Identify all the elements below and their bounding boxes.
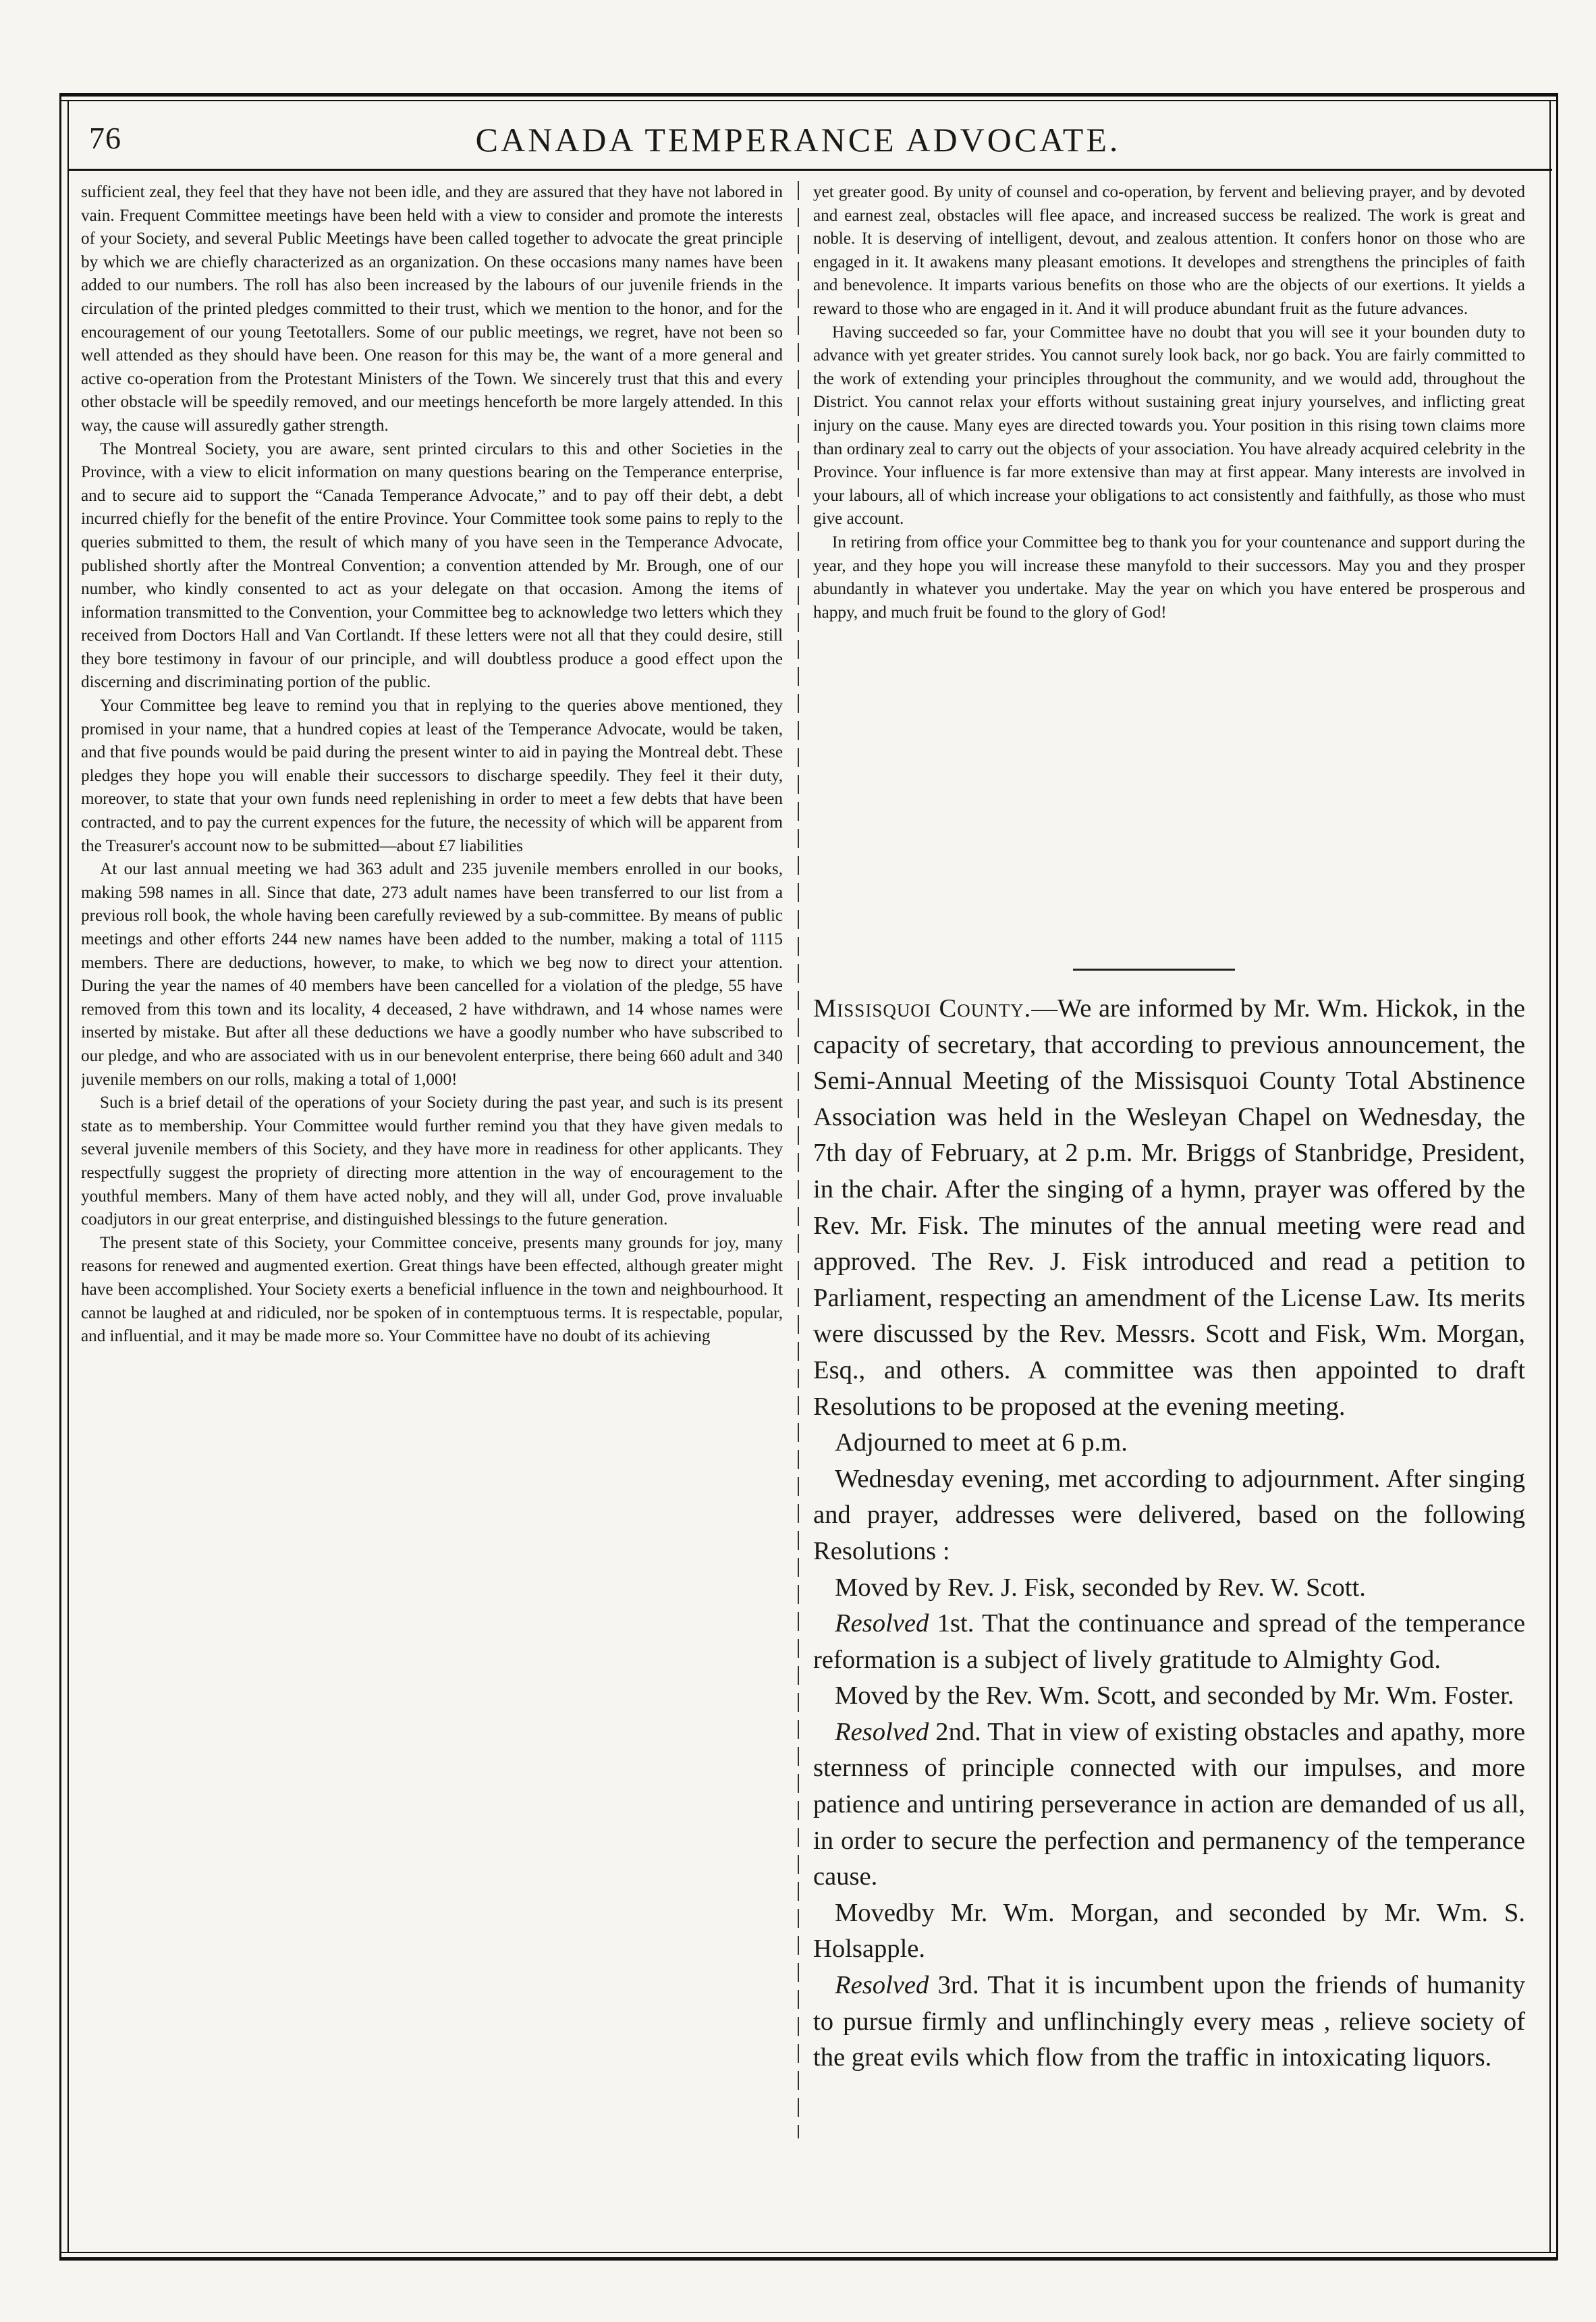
membership-paragraph: At our last annual meeting we had 363 adult and 235 juvenile members enrolled in our books, making 598 names in all. Since that date, 273 adult names have been transferred to our list from a previous roll book, the whole having been carefully reviewed by a sub-committee. By means of public meetings and other efforts 244 new names have been added to the number, making a total of 1115 members. There are deductions, however, to make, to which we beg now to direct your attention. During the year the names of 40 members have been cancelled for a violation of the pledge, 55 have removed from this town and its locality, 4 deceased, 2 have withdrawn, and 14 whose names were inserted by mistake. But after all these deductions we have a goodly number who have subscribed to our pledge, and who are associated with us in our benevolent enterprise, there being 660 adult and 340 juvenile members on our rolls, making a total of 1,000! — [81, 860, 783, 1089]
header-rule — [67, 169, 1552, 171]
missisquoi-report-text: —We are informed by Mr. Wm. Hickok, in the capacity of secretary, that according to previous announcement, the Semi-Annual Meeting of the Missisquoi County Total Abstinence Association was held in the Wesleyan Chapel on Wednesday, the 7th day of February, at 2 p.m. Mr. Briggs of Stanbridge, President, in the chair. After the singing of a hymn, prayer was offered by the Rev. Mr. Fisk. The minutes of the annual meeting were read and approved. The Rev. J. Fisk introduced and read a petition to Parliament, respecting an amendment of the License Law. Its merits were discussed by the Rev. Messrs. Scott and Fisk, Wm. Morgan, Esq., and others. A committee was then appointed to draft Resolutions to be proposed at the evening meeting. — [813, 994, 1525, 1421]
present-state-paragraph: The present state of this Society, your Committee conceive, presents many grounds for joy, many reasons for renewed and augmented exertion. Great things have been effected, although greater might have been accomplished. Your Society exerts a beneficial influence in the town and neighbourhood. It cannot be laughed at and ridiculed, nor be spoken of in contemptuous terms. It is respectable, popular, and influential, and it may be made more so. Your Committee have no doubt of its achieving — [81, 1233, 783, 1346]
right-border-outer — [1556, 93, 1558, 2260]
motion-2-line: Moved by the Rev. Wm. Scott, and seconded by Mr. Wm. Foster. — [835, 1681, 1514, 1710]
montreal-society-paragraph: The Montreal Society, you are aware, sent printed circulars to this and other Societies in the Province, with a view to elicit information on many questions bearing on the Temperance enterprise, and to secure aid to support the “Canada Temperance Advocate,” and to pay off their debt, a debt incurred chiefly for the benefit of the entire Province. Your Committee took some pains to reply to the queries submitted to them, the result of which many of you have seen in the Temperance Advocate, published shortly after the Montreal Convention; a convention attended by Mr. Brough, one of our number, who kindly consented to act as your delegate on that occasion. Among the items of information transmitted to the Convention, your Committee beg to acknowledge two letters which they received from Doctors Hall and Van Cortlandt. If these letters were not all that they could desire, still they bore testimony in favour of our principle, and will doubtless produce a good effect upon the discerning and discriminating portion of the public. — [81, 439, 783, 692]
retiring-paragraph: In retiring from office your Committee beg to thank you for your countenance and support during the year, and they hope you will increase these manyfold to their successors. May you and they prosper abundantly in whatever you undertake. May the year on which you have entered be prosperous and happy, and much fruit be found to the glory of God! — [813, 533, 1525, 622]
resolution-1 — [813, 1606, 1525, 1678]
resolution-3-text: 3rd. That it is incumbent upon the friends of humanity to pursue firmly and unflinchingly every meas , relieve society of the great evils which flow from the traffic in intoxicating liquors. — [813, 1971, 1525, 2072]
resolution-3 — [813, 1968, 1525, 2076]
evening-meeting-paragraph: Wednesday evening, met according to adjournment. After singing and prayer, addresses were delivered, based on the following Resolutions : — [813, 1464, 1525, 1565]
motion-3-line: Movedby Mr. Wm. Morgan, and seconded by Mr. Wm. S. Holsapple. — [813, 1898, 1525, 1964]
resolution-1-text: 1st. That the continuance and spread of the temperance reformation is a subject of lively gratitude to Almighty God. — [813, 1609, 1525, 1674]
left-border-outer — [59, 93, 61, 2260]
left-border-inner — [67, 100, 69, 2253]
motion-1-line: Moved by Rev. J. Fisk, seconded by Rev. W. Scott. — [835, 1573, 1366, 1602]
column-divider — [798, 181, 799, 2138]
section-heading: Missisquoi County. — [813, 994, 1032, 1023]
top-rule-thin — [59, 100, 1558, 101]
section-separator — [1073, 969, 1235, 971]
operations-detail-paragraph: Such is a brief detail of the operations of your Society during the past year, and such is its present state as to membership. Your Committee would further remind you that they have given medals to several juvenile members of this Society, and they have more in readiness for other applicants. They respectfully suggest the propriety of directing more attention in the way of encouragement to the youthful members. Many of them have acted nobly, and they will all, under God, prove invaluable coadjutors in our great enterprise, and distinguished blessings to the future generation. — [81, 1094, 783, 1229]
resolved-label: Resolved — [835, 1609, 929, 1638]
adjourned-line: Adjourned to meet at 6 p.m. — [835, 1428, 1128, 1457]
right-border-inner — [1549, 100, 1551, 2253]
resolution-2 — [813, 1714, 1525, 1895]
resolved-label: Resolved — [835, 1717, 929, 1746]
greater-good-paragraph: yet greater good. By unity of counsel and co-operation, by fervent and believing prayer, and by devoted and earnest zeal, obstacles will flee apace, and increased success be realized. The work is great and noble. It is deserving of intelligent, devout, and zealous attention. It confers honor on those who are engaged in it. It awakens many pleasant emotions. It developes and strengthens the principles of faith and benevolence. It imparts various benefits on those who are the objects of our exertions. It yields a reward to those who are engaged in it. And it will produce abundant fruit as the future advances. — [813, 183, 1525, 318]
top-rule-thick — [59, 93, 1558, 97]
missisquoi-report-paragraph — [813, 991, 1525, 1425]
bottom-rule-thick — [59, 2257, 1558, 2261]
having-succeeded-paragraph: Having succeeded so far, your Committee have no doubt that you will see it your bounden duty to advance with yet greater strides. You cannot surely look back, nor go back. You are fairly committed to the work of extending your principles throughout the community, and we would add, throughout the District. You cannot relax your efforts without sustaining great injury yourselves, and inflicting great injury on the cause. Many eyes are directed towards you. Your position in this rising town claims more than ordinary zeal to carry out the objects of your association. You have already acquired celebrity in the Province. Your influence is far more extensive than may at first appear. Many interests are involved in your labours, all of which increase your obligations to act consistently and faithfully, as those who must give account. — [813, 323, 1525, 529]
right-column-top — [813, 181, 1525, 952]
journal-title: CANADA TEMPERANCE ADVOCATE. — [475, 121, 1121, 159]
left-column — [81, 181, 783, 2240]
page-number: 76 — [89, 121, 121, 155]
right-column-bottom — [813, 991, 1525, 2138]
resolution-2-text: 2nd. That in view of existing obstacles and apathy, more sternness of principle connected with our impulses, and more patience and untiring perseverance in action are demanded of us all, in order to secure the perfection and permanency of the temperance cause. — [813, 1717, 1525, 1891]
replying-queries-paragraph: Your Committee beg leave to remind you that in replying to the queries above mentioned, they promised in your name, that a hundred copies at least of the Temperance Advocate, would be taken, and that five pounds would be paid during the present winter to aid in paying the Montreal debt. These pledges they hope you will enable their successors to discharge speedily. They feel it their duty, moreover, to state that your own funds need replenishing in order to meet a few debts that have been contracted, and to pay the current expences for the future, the necessity of which will be apparent from the Treasurer's account now to be submitted—about £7 liabilities — [81, 697, 783, 855]
resolved-label: Resolved — [835, 1971, 929, 2000]
bottom-rule-thin — [59, 2252, 1558, 2253]
committee-report-paragraph: sufficient zeal, they feel that they have not been idle, and they are assured that they have not labored in vain. Frequent Committee meetings have been held with a view to consider and promote the interests of your Society, and several Public Meetings have been called together to advocate the great principle by which we are chiefly characterized as an organization. On these occasions many names have been added to our numbers. The roll has also been increased by the labours of our juvenile friends in the circulation of the printed pledges committed to their trust, which we mention to the honor, and for the encouragement of our young Teetotallers. Some of our public meetings, we regret, have not been so well attended as they should have been. One reason for this may be, the want of a more general and active co-operation from the Protestant Ministers of the Town. We sincerely trust that this and every other obstacle will be speedily removed, and our meetings henceforth be more largely attended. In this way, the cause will assuredly gather strength. — [81, 183, 783, 435]
